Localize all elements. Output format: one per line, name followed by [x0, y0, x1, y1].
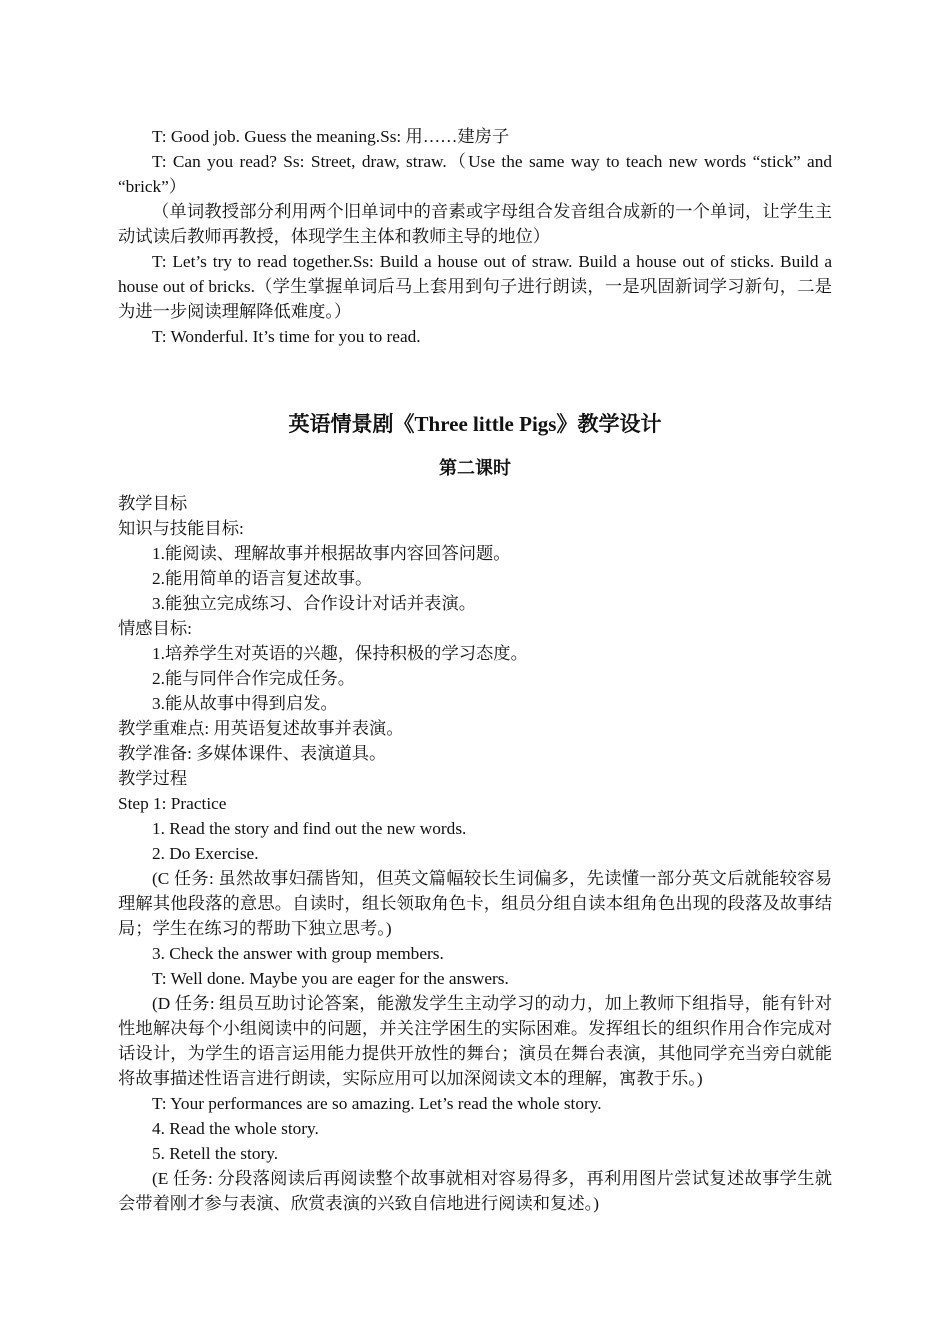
knowledge-item-2: 2.能用简单的语言复述故事。 — [152, 569, 373, 588]
document-page — [118, 124, 832, 1216]
document-title: 英语情景剧《Three little Pigs》教学设计 — [288, 412, 662, 436]
step-item-5: 5. Retell the story. — [152, 1144, 279, 1163]
step-item-3: 3. Check the answer with group members. — [152, 944, 444, 963]
step-item-2: 2. Do Exercise. — [152, 844, 259, 863]
intro-paragraph-3: （单词教授部分利用两个旧单词中的音素或字母组合发音组合成新的一个单词，让学生主动试读后教师再教授，体现学生主体和教师主导的地位） — [118, 202, 832, 246]
lesson-subtitle: 第二课时 — [439, 458, 511, 478]
teacher-line-2: T: Your performances are so amazing. Let’s read the whole story. — [152, 1094, 602, 1113]
intro-paragraph-4: T: Let’s try to read together.Ss: Build a house out of straw. Build a house out of sticks. Build a house out of bricks.（学生掌握单词后马上套用到句子进行朗读，一是巩固新词学习新句，二是为进一步阅读理解降低难度。） — [118, 252, 832, 321]
task-note-e: (E 任务: 分段落阅读后再阅读整个故事就相对容易得多，再利用图片尝试复述故事学生就会带着刚才参与表演、欣赏表演的兴致自信地进行阅读和复述。) — [118, 1169, 832, 1213]
step-item-4: 4. Read the whole story. — [152, 1119, 319, 1138]
emotion-item-2: 2.能与同伴合作完成任务。 — [152, 669, 356, 688]
step-item-1: 1. Read the story and find out the new words. — [152, 819, 467, 838]
emotion-item-3: 3.能从故事中得到启发。 — [152, 694, 338, 713]
teacher-line-1: T: Well done. Maybe you are eager for the answers. — [152, 969, 509, 988]
task-note-d: (D 任务: 组员互助讨论答案，能激发学生主动学习的动力，加上教师下组指导，能有针对性地解决每个小组阅读中的问题，并关注学困生的实际困难。发挥组长的组织作用合作完成对话设计，为学生的语言运用能力提供开放性的舞台；演员在舞台表演，其他同学充当旁白就能将故事描述性语言进行朗读，实际应用可以加深阅读文本的理解，寓教于乐。) — [118, 994, 832, 1088]
knowledge-item-3: 3.能独立完成练习、合作设计对话并表演。 — [152, 594, 477, 613]
intro-paragraph-1: T: Good job. Guess the meaning.Ss: 用……建房子 — [152, 127, 510, 146]
preparation: 教学准备: 多媒体课件、表演道具。 — [118, 744, 387, 763]
process-heading: 教学过程 — [118, 769, 188, 788]
emotion-heading: 情感目标: — [118, 619, 192, 638]
objectives-heading: 教学目标 — [118, 494, 188, 513]
section-gap — [118, 349, 832, 409]
key-points: 教学重难点: 用英语复述故事并表演。 — [118, 719, 404, 738]
intro-paragraph-2: T: Can you read? Ss: Street, draw, straw.（Use the same way to teach new words “stick” and “brick”） — [118, 152, 832, 196]
emotion-item-1: 1.培养学生对英语的兴趣，保持积极的学习态度。 — [152, 644, 528, 663]
knowledge-heading: 知识与技能目标: — [118, 519, 244, 538]
intro-paragraph-5: T: Wonderful. It’s time for you to read. — [152, 327, 421, 346]
task-note-c: (C 任务: 虽然故事妇孺皆知，但英文篇幅较长生词偏多，先读懂一部分英文后就能较容易理解其他段落的意思。自读时，组长领取角色卡，组员分组自读本组角色出现的段落及故事结局；学生在练习的帮助下独立思考。) — [118, 869, 832, 938]
step-1-heading: Step 1: Practice — [118, 794, 227, 813]
knowledge-item-1: 1.能阅读、理解故事并根据故事内容回答问题。 — [152, 544, 511, 563]
